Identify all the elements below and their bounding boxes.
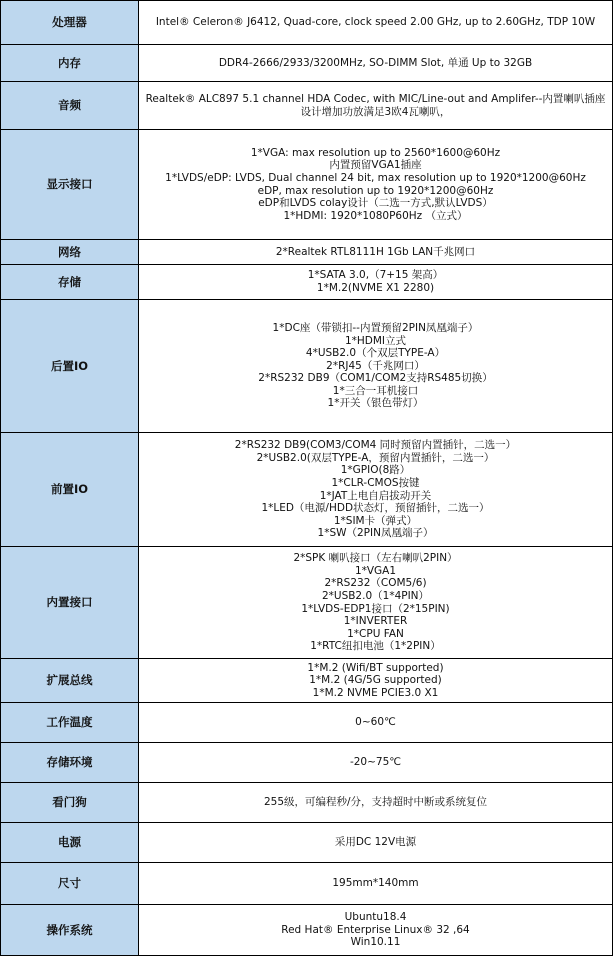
spec-value xyxy=(139,240,613,265)
spec-value-line: 2*Realtek RTL8111H 1Gb LAN千兆网口 xyxy=(275,245,476,258)
spec-label: 内置接口 xyxy=(1,547,139,659)
spec-value xyxy=(139,863,613,905)
spec-label: 存储环境 xyxy=(1,743,139,783)
spec-row xyxy=(1,240,613,265)
spec-value xyxy=(139,659,613,703)
spec-label: 工作温度 xyxy=(1,703,139,743)
spec-value-line: 1*CLR-CMOS按键 xyxy=(331,476,420,489)
spec-value xyxy=(139,130,613,240)
spec-row xyxy=(1,743,613,783)
spec-label: 电源 xyxy=(1,823,139,863)
spec-value-line: 2*RS232 DB9（COM1/COM2支持RS485切换） xyxy=(258,372,493,385)
spec-value-line: 1*三合一耳机接口 xyxy=(332,384,419,397)
spec-value-line: 1*VGA1 xyxy=(354,564,397,577)
spec-value-line: 255级，可编程秒/分，支持超时中断或系统复位 xyxy=(263,796,488,809)
spec-value-line: 1*LED（电源/HDD状态灯，预留插针，二选一） xyxy=(261,502,490,515)
spec-value-line: 1*VGA: max resolution up to 2560*1600@60Hz xyxy=(250,146,501,159)
spec-value-line: 1*CPU FAN xyxy=(347,627,404,640)
spec-value-line: 1*SW（2PIN凤凰端子） xyxy=(317,527,434,540)
spec-row xyxy=(1,905,613,956)
spec-value-line: 1*开关（银色带灯） xyxy=(327,397,424,410)
spec-label: 尺寸 xyxy=(1,863,139,905)
spec-value-line: 1*INVERTER xyxy=(343,615,408,628)
spec-value-line: 2*USB2.0（1*4PIN） xyxy=(321,589,430,602)
spec-value-line: 2*SPK 喇叭接口（左右喇叭2PIN） xyxy=(293,552,458,565)
spec-value xyxy=(139,703,613,743)
spec-value-line: 2*RJ45（千兆网口） xyxy=(326,359,425,372)
spec-value-line: DDR4-2666/2933/3200MHz, SO-DIMM Slot, 单通 Up to 32GB xyxy=(218,56,533,69)
spec-label: 扩展总线 xyxy=(1,659,139,703)
spec-row xyxy=(1,823,613,863)
spec-value xyxy=(139,547,613,659)
spec-value-line: 1*LVDS-EDP1接口（2*15PIN) xyxy=(301,602,450,615)
spec-value-line: 内置预留VGA1插座 xyxy=(329,159,422,172)
spec-row xyxy=(1,130,613,240)
spec-value-line: Ubuntu18.4 xyxy=(344,911,407,924)
spec-value-line: 1*M.2 (Wifi/BT supported) xyxy=(307,661,444,674)
spec-row xyxy=(1,82,613,130)
spec-value-line: 1*RTC纽扣电池（1*2PIN） xyxy=(310,640,441,653)
spec-label: 后置IO xyxy=(1,300,139,433)
spec-value xyxy=(139,743,613,783)
spec-value-line: 2*RS232（COM5/6) xyxy=(324,577,427,590)
spec-label: 显示接口 xyxy=(1,130,139,240)
spec-table-body xyxy=(1,1,613,956)
spec-label: 音频 xyxy=(1,82,139,130)
spec-value-line: eDP和LVDS colay设计（二选一方式,默认LVDS） xyxy=(258,197,493,210)
spec-value xyxy=(139,433,613,547)
spec-value-line: 1*M.2 (4G/5G supported) xyxy=(309,674,442,687)
spec-label: 操作系统 xyxy=(1,905,139,956)
spec-value xyxy=(139,1,613,45)
spec-row xyxy=(1,300,613,433)
spec-label: 前置IO xyxy=(1,433,139,547)
spec-value-line: 设计增加功放满足3欧4瓦喇叭， xyxy=(300,105,451,118)
spec-row xyxy=(1,547,613,659)
spec-value-line: eDP, max resolution up to 1920*1200@60Hz xyxy=(257,184,494,197)
spec-label: 看门狗 xyxy=(1,783,139,823)
spec-value xyxy=(139,45,613,82)
spec-value-line: 1*M.2(NVME X1 2280) xyxy=(316,282,435,294)
spec-value-line: 1*JAT上电自启拔动开关 xyxy=(319,489,432,502)
spec-value-line: Intel® Celeron® J6412, Quad-core, clock speed 2.00 GHz, up to 2.60GHz, TDP 10W xyxy=(155,16,596,29)
spec-value xyxy=(139,82,613,130)
spec-value-line: -20~75℃ xyxy=(349,756,402,769)
spec-row xyxy=(1,265,613,300)
spec-value-line: 采用DC 12V电源 xyxy=(334,836,417,849)
spec-value-line: 1*DC座（带锁扣--内置预留2PIN凤凰端子） xyxy=(272,321,479,334)
spec-value-line: 1*HDMI立式 xyxy=(344,334,407,347)
spec-label: 处理器 xyxy=(1,1,139,45)
spec-value-line: 1*SATA 3.0,（7+15 架高） xyxy=(307,269,444,282)
spec-row xyxy=(1,659,613,703)
spec-row xyxy=(1,703,613,743)
spec-value xyxy=(139,905,613,956)
spec-label: 网络 xyxy=(1,240,139,265)
spec-value-line: 1*HDMI: 1920*1080P60Hz （立式） xyxy=(283,209,468,222)
spec-row xyxy=(1,783,613,823)
spec-value xyxy=(139,265,613,300)
spec-value xyxy=(139,823,613,863)
spec-value-line: Realtek® ALC897 5.1 channel HDA Codec, with MIC/Line-out and Amplifer--内置喇叭插座 xyxy=(145,92,606,105)
spec-row xyxy=(1,45,613,82)
spec-value-line: 0~60℃ xyxy=(355,716,396,729)
spec-value xyxy=(139,300,613,433)
spec-value-line: 1*M.2 NVME PCIE3.0 X1 xyxy=(312,686,439,699)
spec-value-line: 4*USB2.0（个双层TYPE-A） xyxy=(305,347,446,360)
spec-value-line: 195mm*140mm xyxy=(332,877,419,890)
spec-value-line: 1*SIM卡（弹式） xyxy=(333,514,418,527)
spec-label: 存储 xyxy=(1,265,139,300)
spec-value-line: 2*RS232 DB9(COM3/COM4 同时预留内置插针，二选一） xyxy=(234,439,517,452)
spec-value-line: 1*GPIO(8路） xyxy=(340,464,411,477)
spec-value-line: 2*USB2.0(双层TYPE-A，预留内置插针，二选一） xyxy=(256,451,495,464)
spec-value xyxy=(139,783,613,823)
spec-row xyxy=(1,433,613,547)
spec-value-line: Win10.11 xyxy=(350,936,401,949)
spec-row xyxy=(1,1,613,45)
spec-value-line: 1*LVDS/eDP: LVDS, Dual channel 24 bit, max resolution up to 1920*1200@60Hz xyxy=(165,171,586,184)
spec-row xyxy=(1,863,613,905)
spec-value-line: Red Hat® Enterprise Linux® 32 ,64 xyxy=(281,923,470,936)
spec-label: 内存 xyxy=(1,45,139,82)
